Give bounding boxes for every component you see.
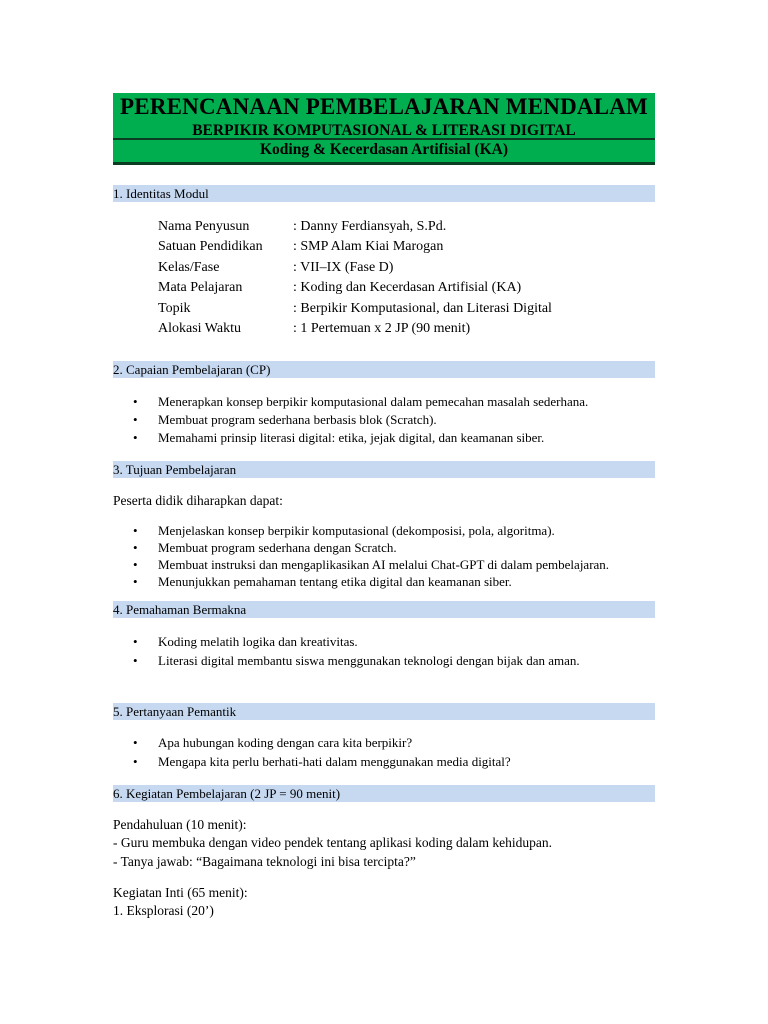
bullet-icon: • bbox=[133, 523, 138, 538]
identitas-value: : Berpikir Komputasional, dan Literasi Digital bbox=[293, 301, 552, 316]
list-item-text: Menunjukkan pemahaman tentang etika digital dan keamanan siber. bbox=[158, 574, 512, 589]
section-heading-identitas: 1. Identitas Modul bbox=[113, 185, 655, 202]
identitas-value: : SMP Alam Kiai Marogan bbox=[293, 239, 444, 254]
list-item-text: Koding melatih logika dan kreativitas. bbox=[158, 634, 358, 649]
identitas-value: : 1 Pertemuan x 2 JP (90 menit) bbox=[293, 321, 471, 336]
title-banner bbox=[113, 93, 655, 165]
identitas-label: Kelas/Fase bbox=[158, 260, 220, 275]
identitas-label: Satuan Pendidikan bbox=[158, 239, 263, 254]
list-item-text: Literasi digital membantu siswa menggunakan teknologi dengan bijak dan aman. bbox=[158, 653, 580, 668]
section-heading-kegiatan: 6. Kegiatan Pembelajaran (2 JP = 90 menit) bbox=[113, 785, 655, 802]
identitas-value: : Koding dan Kecerdasan Artifisial (KA) bbox=[293, 280, 522, 295]
list-item-text: Membuat program sederhana berbasis blok (Scratch). bbox=[158, 412, 437, 427]
bullet-icon: • bbox=[133, 653, 138, 668]
document-subtitle: BERPIKIR KOMPUTASIONAL & LITERASI DIGITAL bbox=[192, 122, 576, 139]
kegiatan-inti-step: 1. Eksplorasi (20’) bbox=[113, 903, 214, 918]
section-heading-cp: 2. Capaian Pembelajaran (CP) bbox=[113, 361, 655, 378]
section-heading-tujuan: 3. Tujuan Pembelajaran bbox=[113, 461, 655, 478]
section-heading-pemahaman: 4. Pemahaman Bermakna bbox=[113, 601, 655, 618]
pendahuluan-heading: Pendahuluan (10 menit): bbox=[113, 817, 247, 832]
document-subtitle-2: Koding & Kecerdasan Artifisial (KA) bbox=[260, 141, 508, 158]
bullet-icon: • bbox=[133, 735, 138, 750]
bullet-icon: • bbox=[133, 557, 138, 572]
banner-bottom-rule bbox=[113, 162, 655, 165]
pendahuluan-step: - Tanya jawab: “Bagaimana teknologi ini bisa tercipta?” bbox=[113, 854, 416, 869]
list-item-text: Apa hubungan koding dengan cara kita berpikir? bbox=[158, 735, 413, 750]
list-item-text: Membuat program sederhana dengan Scratch. bbox=[158, 540, 397, 555]
identitas-label: Topik bbox=[158, 301, 191, 316]
bullet-icon: • bbox=[133, 430, 138, 445]
bullet-icon: • bbox=[133, 574, 138, 589]
list-item-text: Menerapkan konsep berpikir komputasional dalam pemecahan masalah sederhana. bbox=[158, 394, 589, 409]
bullet-icon: • bbox=[133, 412, 138, 427]
list-item-text: Mengapa kita perlu berhati-hati dalam menggunakan media digital? bbox=[158, 754, 511, 769]
identitas-label: Nama Penyusun bbox=[158, 219, 250, 234]
bullet-icon: • bbox=[133, 540, 138, 555]
identitas-value: : Danny Ferdiansyah, S.Pd. bbox=[293, 219, 447, 234]
list-item-text: Membuat instruksi dan mengaplikasikan AI melalui Chat-GPT di dalam pembelajaran. bbox=[158, 557, 610, 572]
list-item-text: Memahami prinsip literasi digital: etika, jejak digital, dan keamanan siber. bbox=[158, 430, 545, 445]
identitas-label: Alokasi Waktu bbox=[158, 321, 241, 336]
pendahuluan-step: - Guru membuka dengan video pendek tentang aplikasi koding dalam kehidupan. bbox=[113, 835, 553, 850]
identitas-label: Mata Pelajaran bbox=[158, 280, 243, 295]
bullet-icon: • bbox=[133, 394, 138, 409]
document-title: PERENCANAAN PEMBELAJARAN MENDALAM bbox=[120, 94, 648, 119]
bullet-icon: • bbox=[133, 754, 138, 769]
identitas-value: : VII–IX (Fase D) bbox=[293, 260, 394, 275]
bullet-icon: • bbox=[133, 634, 138, 649]
section-heading-pemantik: 5. Pertanyaan Pemantik bbox=[113, 703, 655, 720]
list-item-text: Menjelaskan konsep berpikir komputasional (dekomposisi, pola, algoritma). bbox=[158, 523, 555, 538]
tujuan-intro: Peserta didik diharapkan dapat: bbox=[113, 493, 283, 508]
kegiatan-inti-heading: Kegiatan Inti (65 menit): bbox=[113, 885, 248, 900]
